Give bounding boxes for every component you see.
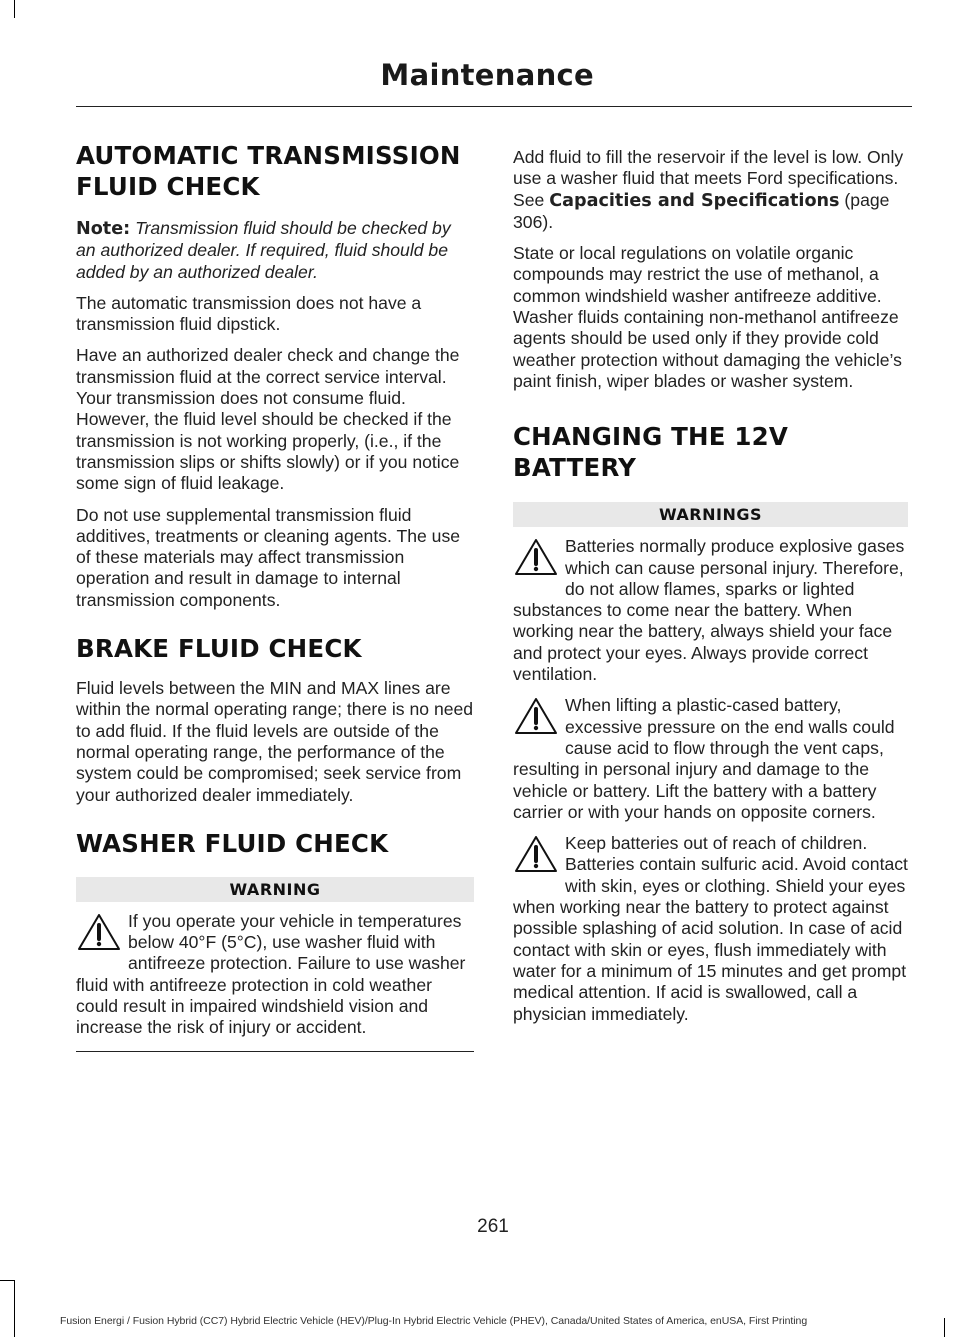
left-column [76,140,474,1052]
washer-cont-p1-b: (page 306). [513,189,890,232]
auto-trans-p1: The automatic transmission does not have a transmission fluid dipstick. [76,292,422,335]
section-title: Maintenance [380,58,594,92]
battery-warning-1-text: Batteries normally produce explosive gases which can cause personal injury. Therefore, do not allow flames, sparks or lighted substances to come near the battery. When working near the battery, always shield your face and protect your eyes. Always provide correct ventilation. [513,536,905,685]
footer-doc-line: Fusion Energi / Fusion Hybrid (CC7) Hybrid Electric Vehicle (HEV)/Plug-In Hybrid Electric Vehicle (PHEV), Canada/United States of America, enUSA, First Printing [60,1315,808,1327]
crop-mark-bottom-left [14,1280,15,1337]
washer-warning-text: If you operate your vehicle in temperatures below 40°F (5°C), use washer fluid with antifreeze protection. Failure to use washer fluid with antifreeze protection in cold weather could result in impaired windshield vision and increase the risk of injury or accident. [76,910,466,1038]
auto-trans-heading-line2: FLUID CHECK [76,172,260,201]
note-label: Note: [76,219,131,239]
right-column [513,147,908,1025]
warning-title-bar: WARNING [76,877,474,902]
brake-p1: Fluid levels between the MIN and MAX lines are within the normal operating range; there is no need to add fluid. If the fluid levels are outside of the normal operating range, the performance of the system could be compromised; seek service from your authorized dealer immediately. [76,678,474,805]
warning-end-rule [76,1051,474,1052]
crop-mark-bottom-left-h [0,1280,14,1281]
warning-triangle-icon [513,695,565,745]
auto-trans-p2: Have an authorized dealer check and change the transmission fluid at the correct service interval. Your transmission does not consume fluid. However, the fluid level should be checked if the transmission is not working properly, (i.e., if the transmission slips or shifts slowly) or if you notice some sign of fluid leakage. [76,345,460,494]
header-rule [76,106,912,107]
brake-heading: BRAKE FLUID CHECK [76,634,362,664]
auto-trans-heading [76,140,474,202]
note-text: Transmission fluid should be checked by an authorized dealer. If required, fluid should be added by an authorized dealer. [76,218,451,282]
battery-warning-1 [513,536,908,685]
battery-warning-2 [513,695,908,823]
crop-mark-top-left [14,0,15,18]
battery-warning-3 [513,833,908,1025]
auto-trans-heading-line1: AUTOMATIC TRANSMISSION [76,141,461,170]
warnings-title-bar: WARNINGS [513,502,908,527]
washer-cont-p1 [513,147,908,233]
auto-trans-p3: Do not use supplemental transmission fluid additives, treatments or cleaning agents. The use of these materials may affect transmission operation and result in damage to internal transmission components. [76,504,461,610]
washer-warning [76,911,474,1052]
crop-mark-bottom-right [944,1318,945,1337]
warning-triangle-icon [76,911,128,961]
washer-cont-p2: State or local regulations on volatile organic compounds may restrict the use of methanol, a common windshield washer antifreeze additive. Washer fluids containing non-methanol antifreeze agents should be used only if they provide cold weather protection without damaging the vehicle’s paint finish, wiper blades or washer system. [513,243,902,391]
washer-heading: WASHER FLUID CHECK [76,828,389,858]
capacities-xref-link[interactable]: Capacities and Specifications [549,190,840,211]
warning-triangle-icon [513,833,565,883]
auto-trans-note [76,218,474,283]
battery-warning-3-text: Keep batteries out of reach of children. Batteries contain sulfuric acid. Avoid contact with skin, eyes or clothing. Shield your eyes when working near the battery to protect against possible splashing of acid solution. In case of acid contact with skin or eyes, flush immediately with water for a minimum of 15 minutes and get prompt medical attention. If acid is swallowed, call a physician immediately. [513,833,908,1024]
battery-warning-2-text: When lifting a plastic-cased battery, excessive pressure on the end walls could cause acid to flow through the vent caps, resulting in personal injury and damage to the vehicle or battery. Lift the battery with a battery carrier or with your hands on opposite corners. [513,695,895,822]
warning-triangle-icon [513,536,565,586]
washer-cont-p1-a: Add fluid to fill the reservoir if the level is low. Only use a washer fluid that meets Ford specifications. See [513,147,904,210]
page-number: 261 [477,1216,509,1237]
battery-heading: CHANGING THE 12V BATTERY [513,422,789,483]
